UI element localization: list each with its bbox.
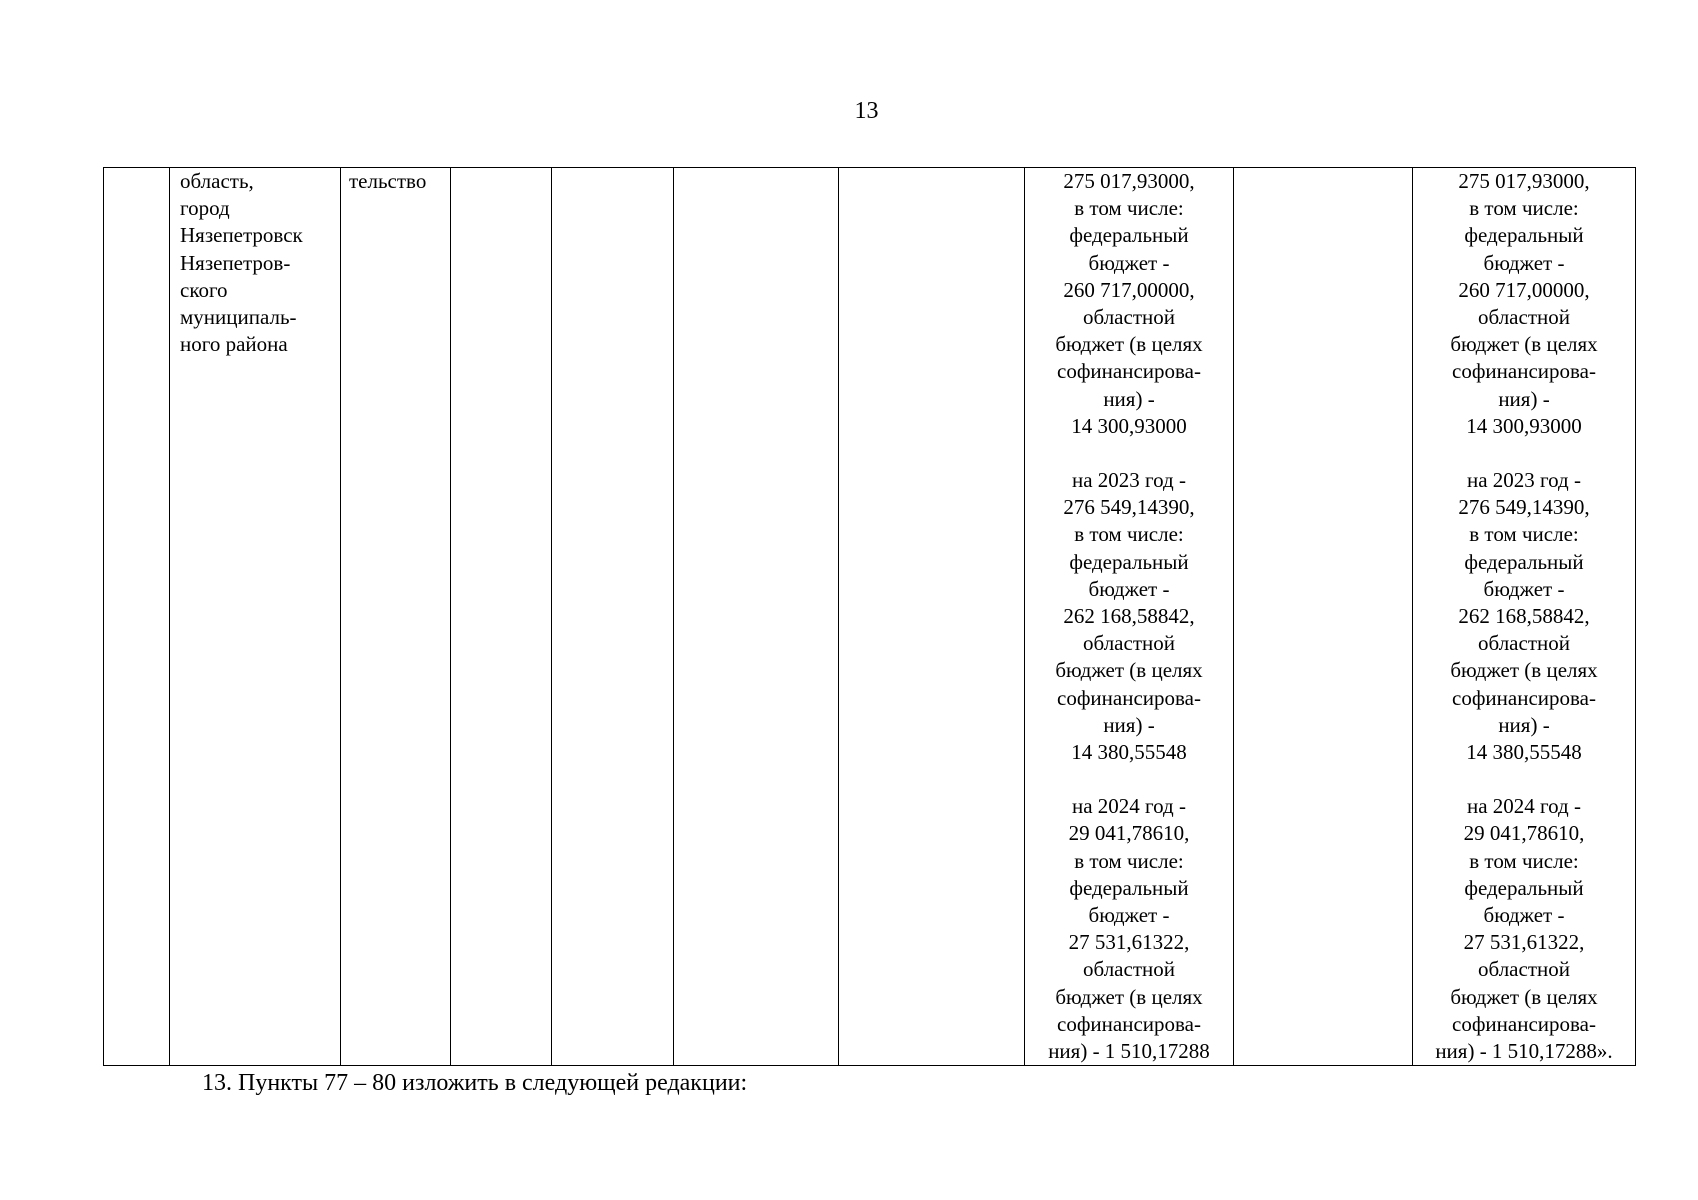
table-cell-funding-total [1025,168,1234,1066]
table-cell-empty-9 [1234,168,1413,1066]
funding-block-2024: на 2024 год - 29 041,78610, в том числе: федеральный бюджет - 27 531,61322, областной бюджет (в целях софинансирова- ния) - 1 510,17288 [1048,794,1210,1064]
table-row [104,168,1636,1066]
funding-block-2023: на 2023 год - 276 549,14390, в том числе: федеральный бюджет - 262 168,58842, областной бюджет (в целях софинансирова- ния) - 14 380,55548 [1055,468,1203,765]
table-cell-funding-final [1413,168,1636,1066]
table-cell-location [170,168,341,1066]
table-cell-number [104,168,170,1066]
table-cell-empty-6 [674,168,839,1066]
page-number: 13 [854,98,879,124]
funding-block-2022: 275 017,93000, в том числе: федеральный бюджет - 260 717,00000, областной бюджет (в целях софинансирова- ния) - 14 300,93000 [1055,169,1203,438]
table-cell-empty-5 [552,168,674,1066]
section-instruction: 13. Пункты 77 – 80 изложить в следующей редакции: [202,1070,748,1096]
funding-final-block-2022: 275 017,93000, в том числе: федеральный бюджет - 260 717,00000, областной бюджет (в целях софинансирова- ния) - 14 300,93000 [1450,169,1598,438]
table-cell-empty-4 [451,168,552,1066]
location-text: область, город Нязепетровск Нязепетров- ского муниципаль- ного района [180,169,303,357]
funding-table [103,167,1636,1066]
table-cell-type [341,168,451,1066]
funding-final-block-2024: на 2024 год - 29 041,78610, в том числе: федеральный бюджет - 27 531,61322, областной бюджет (в целях софинансирова- ния) - 1 510,17288». [1435,794,1613,1064]
funding-final-block-2023: на 2023 год - 276 549,14390, в том числе: федеральный бюджет - 262 168,58842, областной бюджет (в целях софинансирова- ния) - 14 380,55548 [1450,468,1598,765]
table-cell-empty-7 [839,168,1025,1066]
type-text: тельство [349,169,427,193]
